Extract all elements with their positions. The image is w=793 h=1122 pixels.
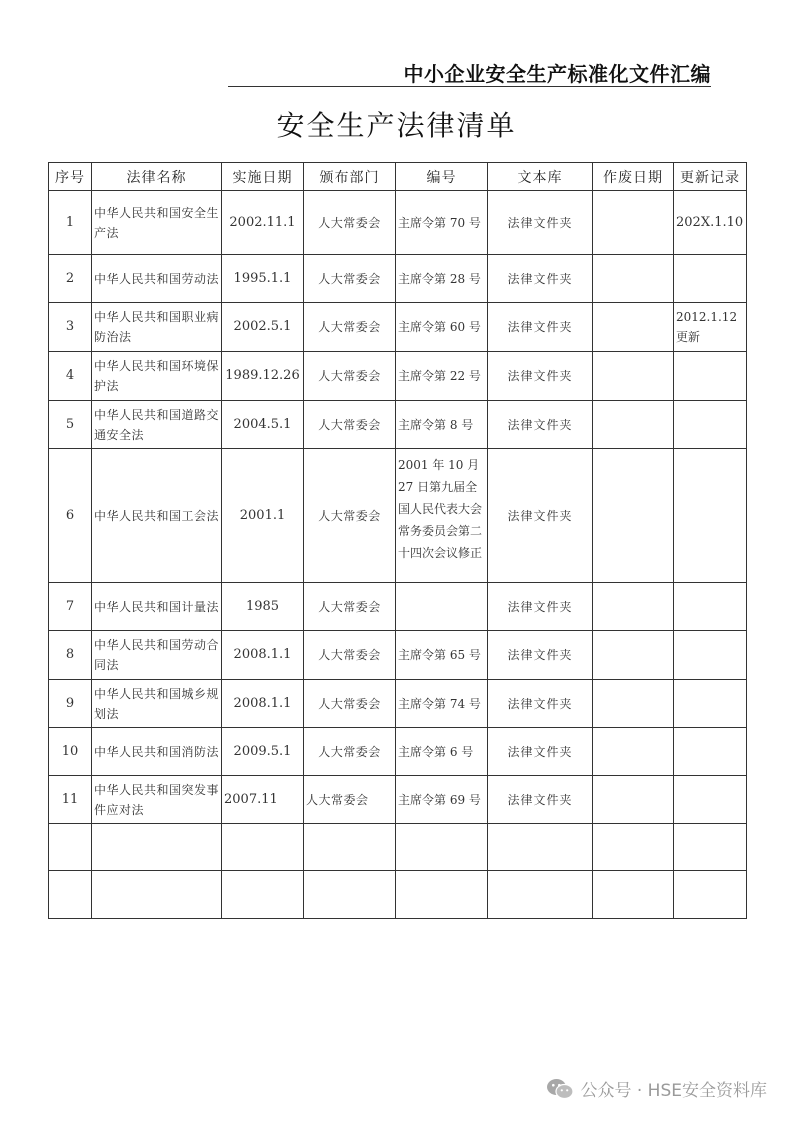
cell-dept: 人大常委会 — [304, 303, 396, 352]
cell-update — [674, 631, 747, 680]
column-header-void-date: 作废日期 — [593, 163, 674, 191]
table-row — [49, 191, 747, 255]
cell-update — [674, 871, 747, 919]
table-row — [49, 871, 747, 919]
cell-update: 202X.1.10 — [674, 191, 747, 255]
cell-library: 法律文件夹 — [488, 449, 593, 583]
cell-date: 2001.1 — [222, 449, 304, 583]
cell-void-date — [593, 776, 674, 824]
cell-void-date — [593, 631, 674, 680]
cell-void-date — [593, 871, 674, 919]
cell-library: 法律文件夹 — [488, 631, 593, 680]
cell-name: 中华人民共和国道路交通安全法 — [92, 401, 222, 449]
cell-void-date — [593, 352, 674, 401]
cell-name: 中华人民共和国安全生产法 — [92, 191, 222, 255]
cell-library: 法律文件夹 — [488, 776, 593, 824]
cell-seq — [49, 824, 92, 871]
cell-dept — [304, 871, 396, 919]
cell-seq — [49, 871, 92, 919]
cell-date — [222, 824, 304, 871]
table-header-row — [49, 163, 747, 191]
cell-dept: 人大常委会 — [304, 255, 396, 303]
table-row — [49, 303, 747, 352]
cell-library: 法律文件夹 — [488, 401, 593, 449]
cell-library: 法律文件夹 — [488, 728, 593, 776]
cell-name — [92, 871, 222, 919]
cell-update: 2012.1.12 更新 — [674, 303, 747, 352]
table-row — [49, 255, 747, 303]
cell-void-date — [593, 303, 674, 352]
cell-name: 中华人民共和国工会法 — [92, 449, 222, 583]
cell-date: 2002.11.1 — [222, 191, 304, 255]
cell-library — [488, 871, 593, 919]
cell-name: 中华人民共和国劳动合同法 — [92, 631, 222, 680]
cell-seq: 3 — [49, 303, 92, 352]
cell-update — [674, 680, 747, 728]
cell-update — [674, 255, 747, 303]
cell-code: 主席令第 22 号 — [396, 352, 488, 401]
table-row — [49, 449, 747, 583]
cell-update — [674, 449, 747, 583]
column-header-name: 法律名称 — [92, 163, 222, 191]
cell-seq: 7 — [49, 583, 92, 631]
cell-name: 中华人民共和国职业病防治法 — [92, 303, 222, 352]
cell-date — [222, 871, 304, 919]
cell-date: 2009.5.1 — [222, 728, 304, 776]
cell-name: 中华人民共和国城乡规划法 — [92, 680, 222, 728]
law-list-table — [48, 162, 747, 919]
cell-library: 法律文件夹 — [488, 255, 593, 303]
column-header-seq: 序号 — [49, 163, 92, 191]
cell-dept: 人大常委会 — [304, 631, 396, 680]
cell-dept: 人大常委会 — [304, 401, 396, 449]
column-header-library: 文本库 — [488, 163, 593, 191]
watermark — [546, 1076, 767, 1101]
cell-update — [674, 776, 747, 824]
cell-name: 中华人民共和国突发事件应对法 — [92, 776, 222, 824]
collection-title: 中小企业安全生产标准化文件汇编 — [403, 62, 711, 86]
cell-void-date — [593, 191, 674, 255]
cell-library: 法律文件夹 — [488, 191, 593, 255]
cell-library: 法律文件夹 — [488, 583, 593, 631]
cell-date: 1995.1.1 — [222, 255, 304, 303]
wechat-icon — [546, 1078, 574, 1100]
cell-code: 主席令第 28 号 — [396, 255, 488, 303]
cell-dept: 人大常委会 — [304, 728, 396, 776]
cell-dept — [304, 824, 396, 871]
cell-date: 2008.1.1 — [222, 631, 304, 680]
cell-code: 主席令第 74 号 — [396, 680, 488, 728]
column-header-dept: 颁布部门 — [304, 163, 396, 191]
cell-dept: 人大常委会 — [304, 191, 396, 255]
cell-dept: 人大常委会 — [304, 776, 396, 824]
cell-code: 主席令第 65 号 — [396, 631, 488, 680]
cell-name: 中华人民共和国消防法 — [92, 728, 222, 776]
cell-update — [674, 583, 747, 631]
cell-name: 中华人民共和国计量法 — [92, 583, 222, 631]
cell-code: 主席令第 60 号 — [396, 303, 488, 352]
cell-library — [488, 824, 593, 871]
cell-name: 中华人民共和国环境保护法 — [92, 352, 222, 401]
table-row — [49, 824, 747, 871]
cell-seq: 1 — [49, 191, 92, 255]
column-header-update: 更新记录 — [674, 163, 747, 191]
cell-date: 2007.11 — [222, 776, 304, 824]
document-title: 安全生产法律清单 — [276, 109, 517, 142]
cell-code: 2001 年 10 月 27 日第九届全国人民代表大会常务委员会第二十四次会议修正 — [396, 449, 488, 583]
cell-date: 2004.5.1 — [222, 401, 304, 449]
watermark-text: 公众号 · HSE安全资料库 — [580, 1081, 767, 1101]
column-header-date: 实施日期 — [222, 163, 304, 191]
cell-date: 2002.5.1 — [222, 303, 304, 352]
cell-seq: 10 — [49, 728, 92, 776]
header-rule — [228, 86, 711, 87]
cell-seq: 11 — [49, 776, 92, 824]
table-row — [49, 776, 747, 824]
cell-code: 主席令第 8 号 — [396, 401, 488, 449]
table-row — [49, 401, 747, 449]
cell-library: 法律文件夹 — [488, 680, 593, 728]
cell-void-date — [593, 824, 674, 871]
cell-dept: 人大常委会 — [304, 583, 396, 631]
cell-update — [674, 824, 747, 871]
cell-code — [396, 871, 488, 919]
cell-seq: 4 — [49, 352, 92, 401]
cell-void-date — [593, 401, 674, 449]
cell-library: 法律文件夹 — [488, 303, 593, 352]
cell-dept: 人大常委会 — [304, 680, 396, 728]
cell-code: 主席令第 6 号 — [396, 728, 488, 776]
cell-void-date — [593, 680, 674, 728]
cell-update — [674, 728, 747, 776]
cell-date: 1985 — [222, 583, 304, 631]
cell-code: 主席令第 69 号 — [396, 776, 488, 824]
column-header-code: 编号 — [396, 163, 488, 191]
cell-seq: 2 — [49, 255, 92, 303]
cell-code — [396, 824, 488, 871]
table-row — [49, 352, 747, 401]
cell-void-date — [593, 583, 674, 631]
cell-seq: 9 — [49, 680, 92, 728]
cell-void-date — [593, 449, 674, 583]
cell-seq: 6 — [49, 449, 92, 583]
table-row — [49, 583, 747, 631]
cell-name: 中华人民共和国劳动法 — [92, 255, 222, 303]
cell-update — [674, 401, 747, 449]
cell-update — [674, 352, 747, 401]
cell-name — [92, 824, 222, 871]
table-row — [49, 631, 747, 680]
cell-dept: 人大常委会 — [304, 352, 396, 401]
cell-code: 主席令第 70 号 — [396, 191, 488, 255]
cell-void-date — [593, 255, 674, 303]
cell-void-date — [593, 728, 674, 776]
cell-library: 法律文件夹 — [488, 352, 593, 401]
cell-dept: 人大常委会 — [304, 449, 396, 583]
cell-seq: 8 — [49, 631, 92, 680]
table-row — [49, 680, 747, 728]
cell-code — [396, 583, 488, 631]
cell-seq: 5 — [49, 401, 92, 449]
cell-date: 2008.1.1 — [222, 680, 304, 728]
table-row — [49, 728, 747, 776]
cell-date: 1989.12.26 — [222, 352, 304, 401]
